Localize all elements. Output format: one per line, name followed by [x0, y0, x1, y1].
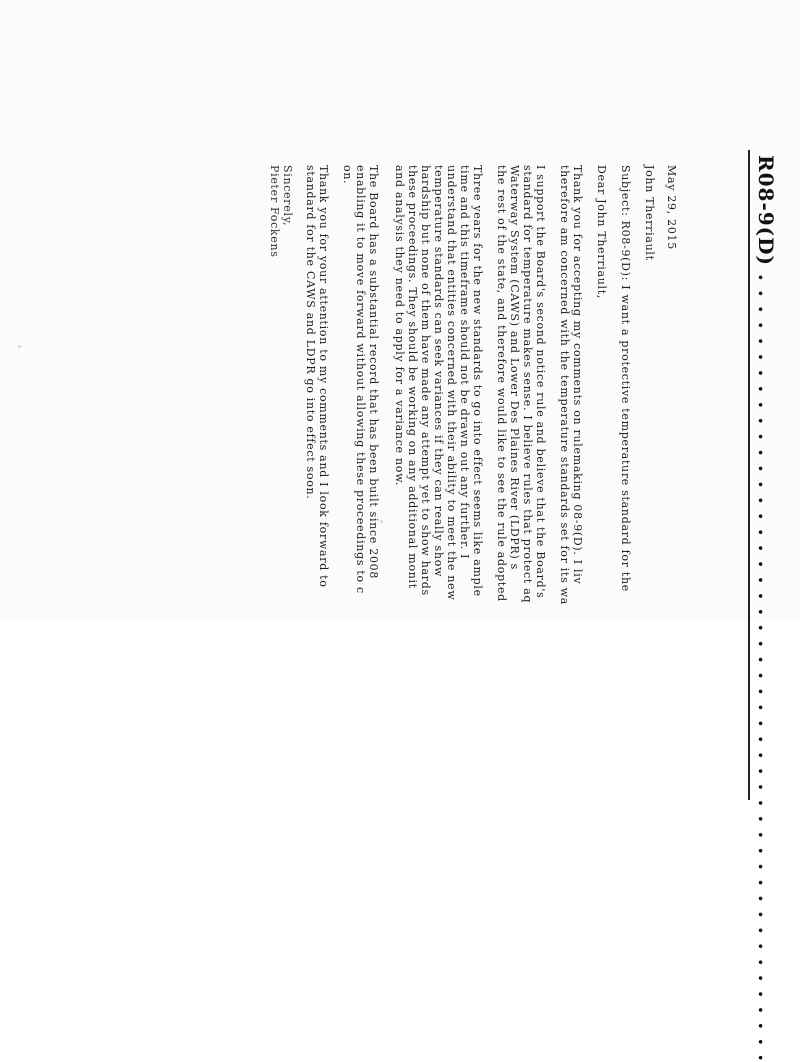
rotated-letter [212, 150, 778, 1062]
paragraph-line: hardship but none of them have made any attempt yet to show hards [419, 165, 432, 596]
letter-closing: Sincerely, [281, 165, 294, 227]
signature-name: Pieter Fockens [268, 165, 281, 258]
paragraph-line: The Board has a substantial record that has been built since 2008 [367, 165, 380, 580]
letter-recipient: John Therriault [643, 165, 656, 261]
paragraph-line: the rest of the state, and therefore would like to see the rule adopted [495, 165, 508, 602]
paragraph-line: these proceedings. They should be working on any additional monit [406, 165, 419, 589]
paragraph-line: and analysis they need to apply for a variance now. [393, 165, 406, 487]
paragraph-line: Waterway System (CAWS) and Lower Des Plaines River (LDPR) s [508, 165, 521, 570]
paragraph-line: therefore am concerned with the temperature standards set for its wa [558, 165, 571, 606]
paragraph-line: on. [341, 165, 354, 185]
paragraph-line: Thank you for accepting my comments on rulemaking 08-9(D). I liv [571, 165, 584, 585]
heading-dots: . . . . . . . . . . . . . . . . . . . . . . . . . . . . . . . . . . . . . . . . . . . . . . . . . . [754, 273, 778, 1062]
letter-salutation: Dear John Therriault, [595, 165, 608, 300]
letter-subject: Subject: R08-9(D): I want a protective temperature standard for the [619, 165, 632, 592]
paragraph-line: standard for the CAWS and LDPR go into effect soon. [304, 165, 317, 500]
scan-speck [18, 345, 21, 348]
paragraph-line: enabling it to move forward without allowing these proceedings to c [354, 165, 367, 594]
paragraph-line: temperature standards can seek variances if they can really show [432, 165, 445, 578]
paragraph-line: Thank you for your attention to my comments and I look forward to [317, 165, 330, 588]
paragraph-line: time and this timeframe should not be drawn out any further. I [458, 165, 471, 560]
letter-date: May 29, 2015 [665, 165, 678, 250]
heading-rule [748, 150, 750, 800]
paragraph-line: Three years for the new standards to go into effect seems like ample [471, 165, 484, 597]
heading-id: R08-9(D) [754, 155, 778, 266]
paragraph-line: I support the Board's second notice rule and believe that the Board's [534, 165, 547, 599]
paragraph-line: understand that entities concerned with their ability to meet the new [445, 165, 458, 601]
document-heading [754, 155, 778, 1062]
paragraph-line: standard for temperature makes sense. I believe rules that protect aq [521, 165, 534, 604]
